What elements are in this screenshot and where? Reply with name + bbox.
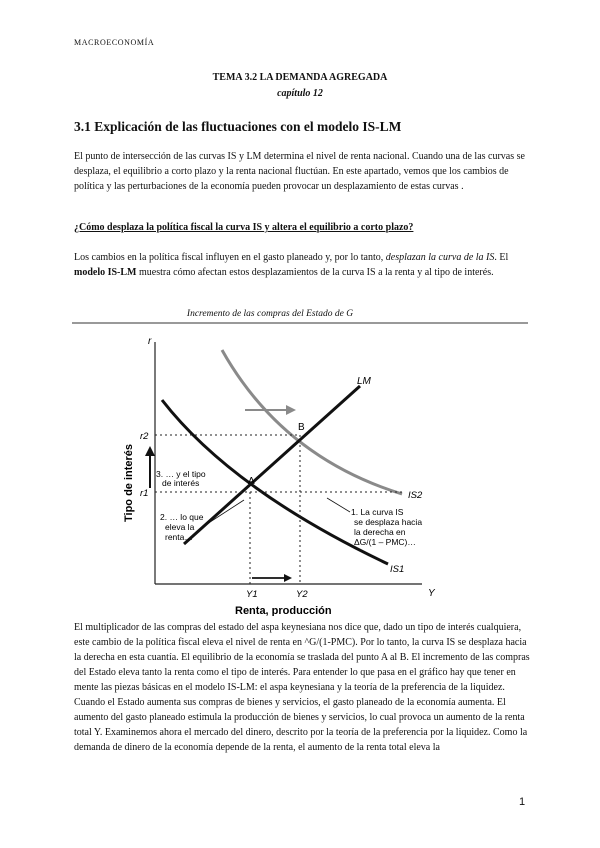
- question-heading: ¿Cómo desplaza la política fiscal la curva IS y altera el equilibrio a corto plazo?: [74, 222, 414, 233]
- y-rise-arrow-head: [284, 574, 292, 582]
- paragraph-fiscal-text-a: Los cambios en la política fiscal influyen en el gasto planeado y, por lo tanto,: [74, 252, 386, 263]
- tick-r1: r1: [140, 488, 149, 499]
- paragraph-fiscal-italic: desplazan la curva de la IS: [385, 252, 495, 263]
- lm-label: LM: [357, 376, 371, 387]
- r-rise-arrow-head: [145, 446, 155, 456]
- paragraph-intro: El punto de intersección de las curvas IS y LM determina el nivel de renta nacional. Cuando una de las curvas se desplaza, el equilibrio a corto plazo y la renta nacional fluctúan. En este apartado, vemos que los cambios de política y las perturbaciones de la economía pueden provocar un desplazamiento de estas curvas .: [74, 151, 525, 192]
- islm-figure: [72, 322, 528, 616]
- tick-y1: Y1: [246, 589, 258, 600]
- note1-line4: ΔG/(1 – PMC)…: [354, 537, 416, 547]
- note3-line2: de interés: [162, 478, 200, 488]
- is1-label: [390, 564, 404, 575]
- is1-label-text: IS1: [390, 564, 405, 575]
- note1-pointer: [327, 498, 350, 512]
- y-axis-symbol: r: [148, 336, 152, 347]
- note2-line1: 2. … lo que: [160, 512, 204, 522]
- point-a-label: A: [248, 476, 255, 487]
- note1-line1: 1. La curva IS: [351, 507, 404, 517]
- tick-r2: r2: [140, 431, 149, 442]
- x-axis-title: Renta, producción: [235, 605, 332, 616]
- chapter-title: TEMA 3.2 LA DEMANDA AGREGADA: [212, 72, 388, 83]
- paragraph-fiscal-text-c: . El: [494, 252, 509, 263]
- section-heading: 3.1 Explicación de las fluctuaciones con el modelo IS-LM: [74, 119, 402, 134]
- paragraph-multiplier: El multiplicador de las compras del estado del aspa keynesiana nos dice que, dado un tipo de interés cualquiera, este cambio de la política fiscal eleva el nivel de renta en ^G/(1-PMC). Por lo tanto, la curva IS se desplaza hacia la derecha en esta cuantía. El equilibrio de la economía se traslada del punto A al B. El incremento de las compras del Estado eleva tanto la renta como el tipo de interés. Para entender lo que pasa en el gráfico hay que tener en mente las piezas básicas en el modelo IS-LM: el aspa keynesiana y la teoría de la preferencia de la liquidez. Cuando el Estado aumenta sus compras de bienes y servicios, el gasto planeado de la economía aumenta. El aumento del gasto planeado estimula la producción de bienes y servicios, lo cual provoca un aumento de la renta total Y. Examinemos ahora el mercado del dinero, descrito por la teoría de la preferencia por la liquidez. Como la demanda de dinero de la economía depende de la renta, el aumento de la renta total eleva la: [74, 622, 530, 753]
- is2-label: IS2: [408, 490, 423, 501]
- x-axis-symbol: Y: [428, 588, 435, 599]
- chapter-subtitle: capítulo 12: [277, 88, 323, 99]
- note2-line3: renta…: [165, 532, 193, 542]
- page-number: 1: [519, 796, 526, 808]
- note2-line2: eleva la: [165, 522, 195, 532]
- running-head: MACROECONOMÍA: [74, 38, 155, 47]
- point-b-label: B: [298, 422, 305, 433]
- tick-y2: Y2: [296, 589, 308, 600]
- paragraph-fiscal-text-e: muestra cómo afectan estos desplazamientos de la curva IS a la renta y al tipo de interés.: [136, 267, 494, 278]
- note2-pointer: [207, 500, 244, 524]
- note1-line2: se desplaza hacia: [354, 517, 423, 527]
- shift-arrow-head: [286, 405, 296, 415]
- paragraph-fiscal-policy: [74, 250, 532, 280]
- is2-curve: [222, 350, 402, 494]
- figure-caption: Incremento de las compras del Estado de G: [186, 309, 354, 319]
- note3-line1: 3. … y el tipo: [156, 469, 206, 479]
- note1-line3: la derecha en: [354, 527, 406, 537]
- paragraph-fiscal-bold: modelo IS-LM: [74, 267, 137, 278]
- y-axis-title: Tipo de interés: [123, 443, 135, 522]
